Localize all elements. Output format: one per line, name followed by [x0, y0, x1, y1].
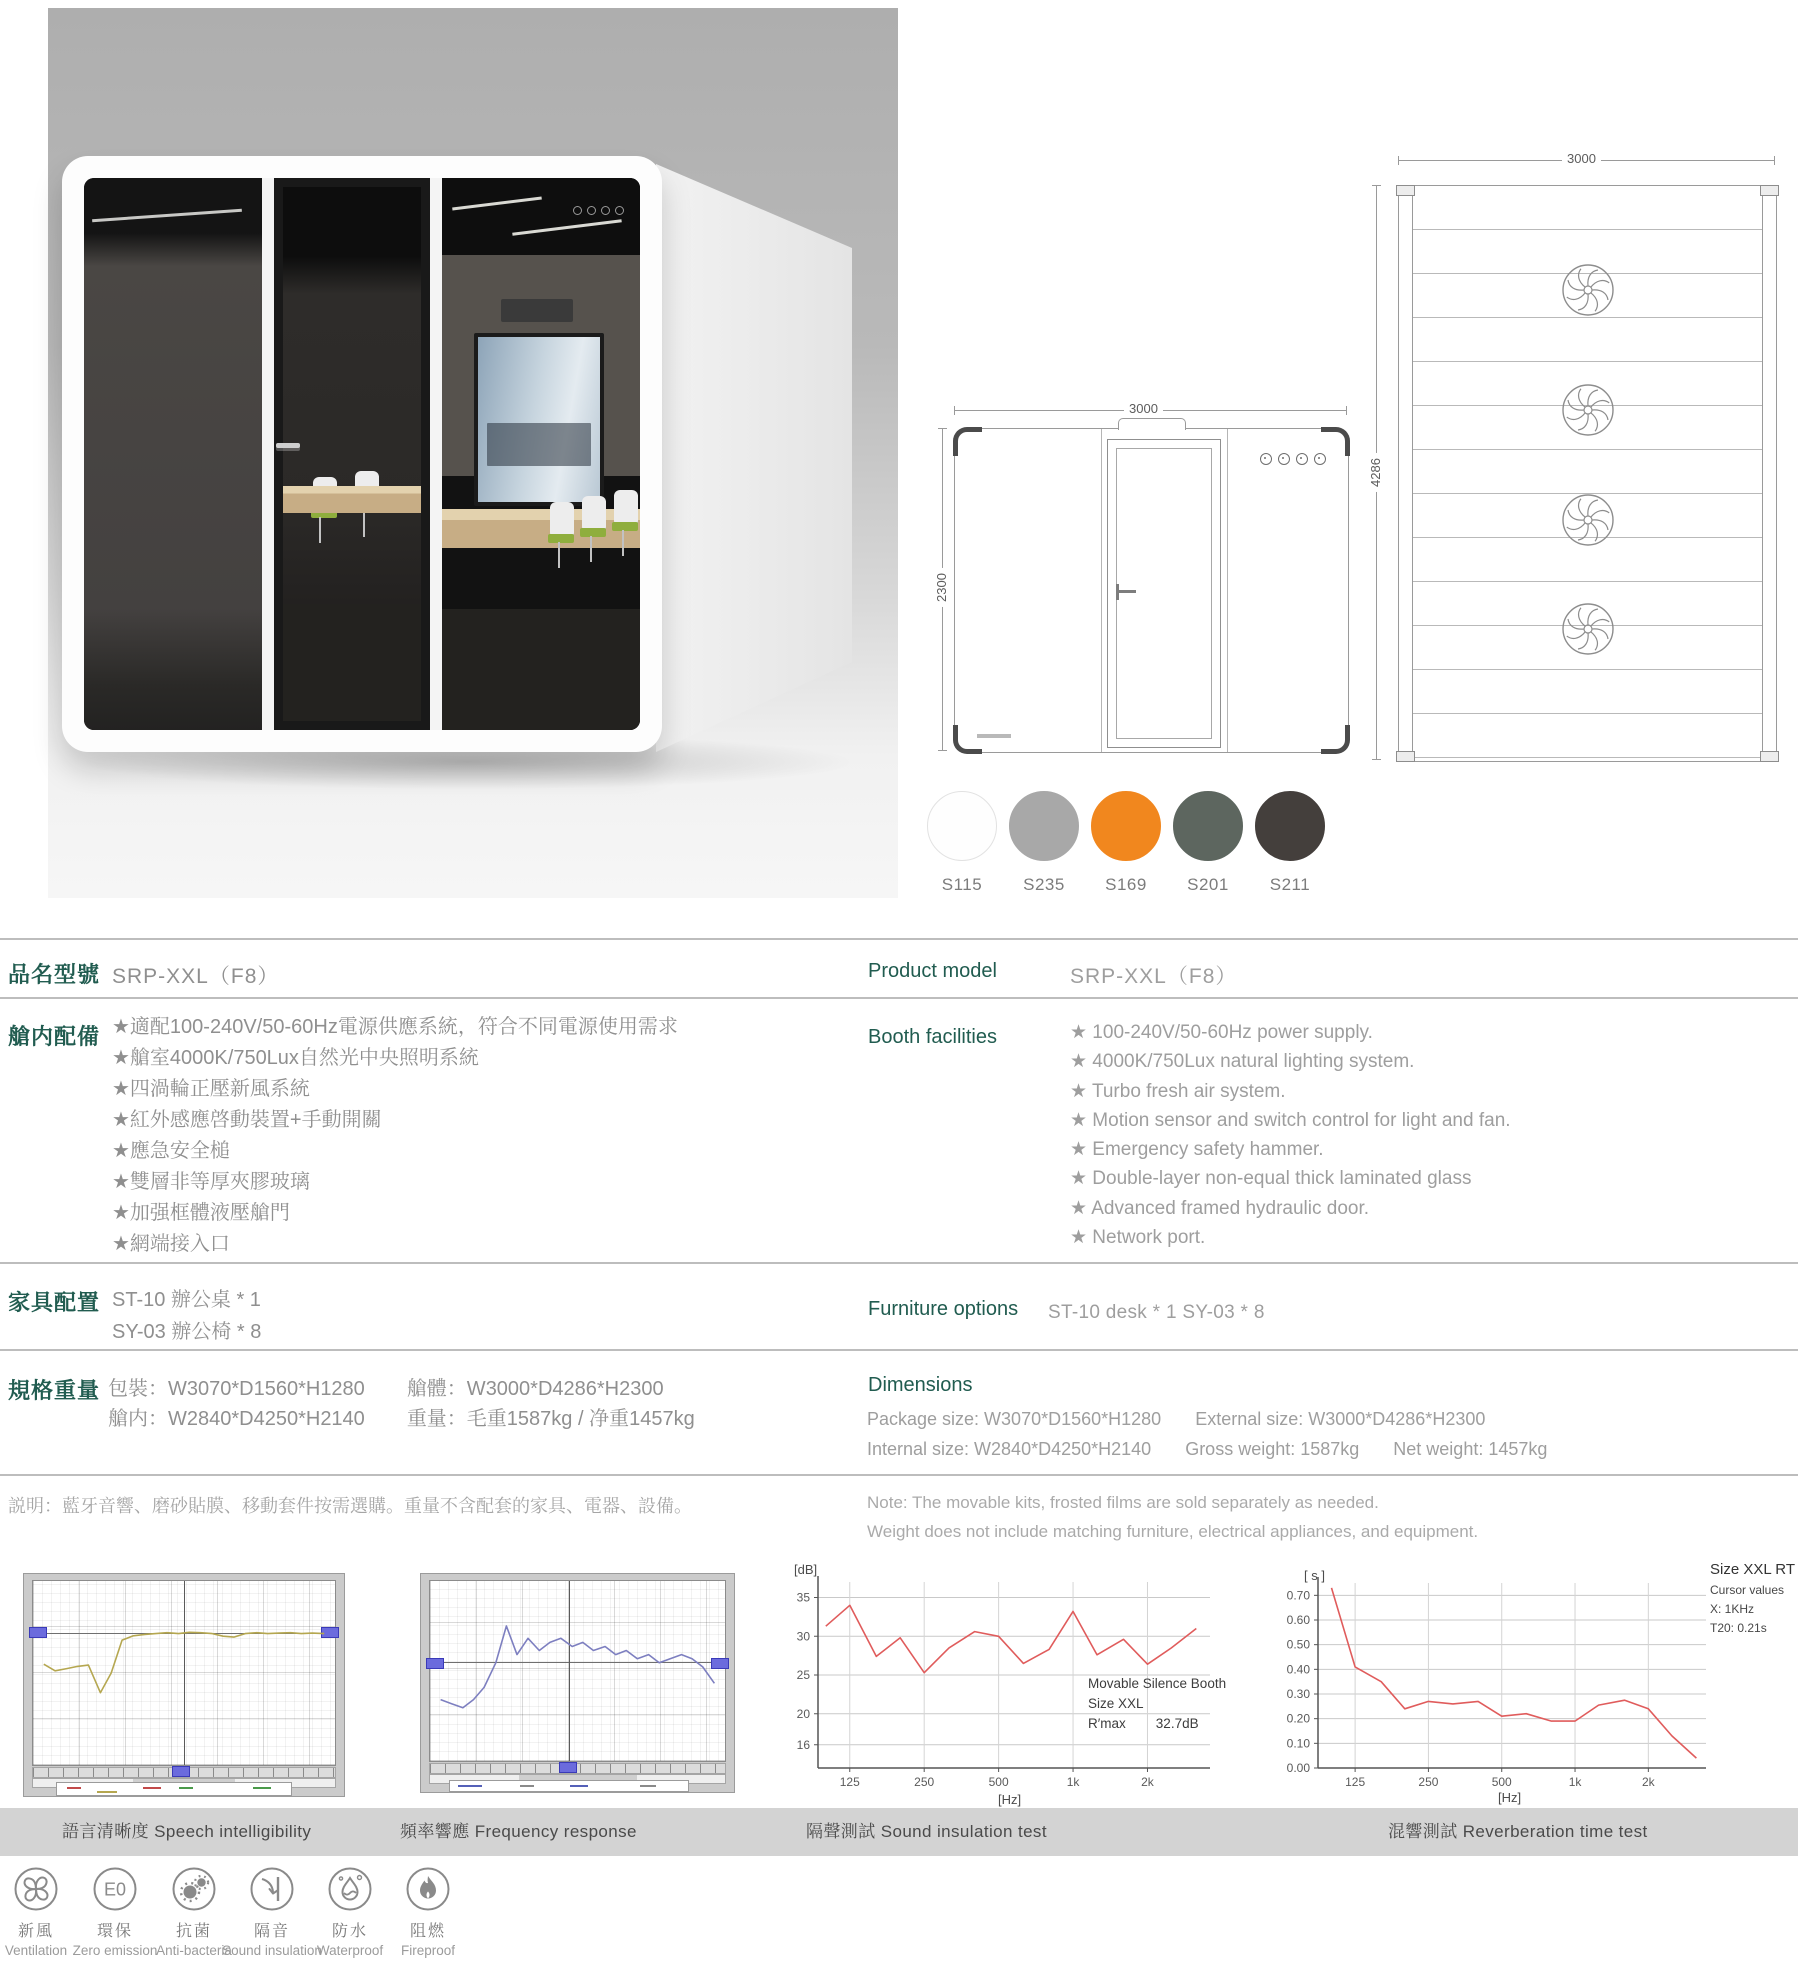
- reverberation-plot: [1286, 1583, 1706, 1789]
- facilities-list-en: [1070, 1018, 1511, 1252]
- badge-label-zh: 環保: [96, 1923, 133, 1940]
- furniture-label-en: Furniture options: [868, 1298, 1019, 1320]
- e0-icon: [92, 1866, 138, 1912]
- svg-text:1k: 1k: [1568, 1775, 1582, 1789]
- chair: [550, 502, 574, 536]
- meeting-table: [442, 509, 640, 548]
- fan-icon: [1560, 492, 1616, 548]
- fan-icon: [1560, 262, 1616, 318]
- furniture-value-en: ST-10 desk * 1 SY-03 * 8: [1048, 1302, 1265, 1323]
- svg-text:35: 35: [796, 1590, 810, 1605]
- svg-text:2k: 2k: [1141, 1775, 1154, 1789]
- sound-insulation-chart: [786, 1556, 1236, 1806]
- facilities-label-zh: 艙内配備: [8, 1024, 101, 1049]
- control-panel-icons: [573, 206, 624, 215]
- dimension-label-width: 3000: [1562, 151, 1601, 166]
- swatch-label: S201: [1187, 875, 1229, 894]
- speech-intelligibility-chart: [23, 1573, 345, 1797]
- side-rail: [1398, 186, 1413, 761]
- divider: [0, 938, 1798, 940]
- dimension-label-width: 3000: [1124, 401, 1163, 416]
- svg-text:0.50: 0.50: [1286, 1637, 1310, 1652]
- svg-text:0.30: 0.30: [1286, 1687, 1310, 1701]
- control-icons-mark: [1260, 453, 1326, 465]
- speech-curve: [33, 1581, 335, 1765]
- facility-item: ★ Advanced framed hydraulic door.: [1070, 1197, 1370, 1219]
- dimensions-rows-en: Package size: W3070*D1560*H1280 External size: W3000*D4286*H2300 Internal size: W2840*D4250*H2140 Gross weight: 1587kg Net weight: 1457kg: [867, 1409, 1548, 1459]
- side-rail: [1762, 186, 1777, 761]
- dimensions-label-zh: 規格重量: [8, 1378, 101, 1403]
- badge-label-zh: 新風: [17, 1923, 54, 1940]
- note-zh: 説明：藍牙音響、磨砂貼膜、移動套件按需選購。重量不含配套的家具、電器、設備。: [8, 1496, 692, 1516]
- y-axis-unit: [ s ]: [1304, 1568, 1325, 1583]
- badge-label-en: Sound insulation: [222, 1943, 322, 1958]
- furniture-list-zh: [112, 1284, 261, 1348]
- chart-caption: 混響測試 Reverberation time test: [1388, 1822, 1648, 1841]
- bacteria-icon: [171, 1866, 217, 1912]
- svg-text:2k: 2k: [1641, 1775, 1655, 1789]
- svg-text:0.40: 0.40: [1286, 1662, 1310, 1677]
- fireproof-icon: [405, 1866, 451, 1912]
- badge-label-zh: 防水: [331, 1923, 368, 1940]
- swatch-label: S169: [1105, 875, 1147, 894]
- facility-item: ★四渦輪正壓新風系統: [112, 1078, 310, 1100]
- chart-caption-band: [0, 1808, 1798, 1856]
- chart-legend: Size XXL RT Cursor values X: 1KHz T20: 0.21s: [1710, 1561, 1796, 1635]
- x-axis-unit: [Hz]: [998, 1792, 1022, 1807]
- svg-text:500: 500: [988, 1775, 1009, 1789]
- swatch-s115: [927, 791, 997, 895]
- swatch-s235: [1009, 791, 1079, 895]
- facility-item: ★ Turbo fresh air system.: [1070, 1080, 1286, 1102]
- facilities-list-zh: [112, 1012, 678, 1260]
- dimensions-row2-zh: 艙内：W2840*D4250*H2140 重量：毛重1587kg / 净重1457kg: [108, 1408, 695, 1430]
- brand-mark: [977, 734, 1011, 738]
- waterproof-icon: [327, 1866, 373, 1912]
- dimensions-label-en: Dimensions: [868, 1374, 973, 1396]
- facility-item: ★ Motion sensor and switch control for light and fan.: [1070, 1109, 1511, 1131]
- chart-caption: 頻率響應 Frequency response: [400, 1822, 637, 1841]
- badge-label-zh: 抗菌: [175, 1923, 212, 1940]
- furniture-label-zh: 家具配置: [8, 1290, 101, 1315]
- note-en: Note: The movable kits, frosted films are sold separately as needed. Weight does not include matching furniture, electrical appliances, and equipment.: [867, 1493, 1479, 1541]
- facility-item: ★網端接入口: [112, 1233, 230, 1255]
- booth-side-wall: [656, 158, 852, 758]
- sound-insulation-icon: [249, 1866, 295, 1912]
- svg-text:20: 20: [796, 1706, 810, 1721]
- fan-icon: [1560, 382, 1616, 438]
- facility-item: ★ 100-240V/50-60Hz power supply.: [1070, 1022, 1373, 1043]
- chart-caption: 隔聲測試 Sound insulation test: [806, 1822, 1047, 1841]
- badge-label-en: Anti-bacteria: [156, 1943, 232, 1958]
- model-value-en: SRP-XXL（F8）: [1070, 965, 1238, 988]
- facility-item: ★應急安全槌: [112, 1140, 230, 1162]
- swatch-circle: [1255, 791, 1325, 861]
- facility-item: ★ Emergency safety hammer.: [1070, 1139, 1324, 1161]
- badge-fireproof: [368, 1866, 488, 1958]
- svg-text:0.60: 0.60: [1286, 1613, 1310, 1627]
- chair: [582, 496, 606, 530]
- model-label-zh: 品名型號: [8, 962, 101, 987]
- badge-label-en: Zero emission: [72, 1943, 158, 1958]
- svg-text:25: 25: [796, 1668, 810, 1682]
- booth-ceiling: [442, 178, 640, 255]
- tv-screen: [474, 333, 605, 507]
- model-value-zh: SRP-XXL（F8）: [112, 965, 280, 988]
- facility-item: ★艙室4000K/750Lux自然光中央照明系統: [112, 1047, 479, 1069]
- booth-outline: [954, 428, 1349, 753]
- swatch-circle: [927, 791, 997, 861]
- badge-label-en: Ventilation: [4, 1943, 68, 1958]
- divider: [0, 1474, 1798, 1476]
- svg-text:16: 16: [796, 1737, 810, 1752]
- top-view-drawing: [1362, 140, 1798, 782]
- video-soundbar: [501, 299, 572, 321]
- door-handle: [276, 443, 300, 448]
- product-photo: [48, 8, 898, 898]
- booth-felt-panel: [84, 178, 262, 730]
- chart-annotation: Movable Silence Booth Size XXL R′max 32.7dB: [1088, 1676, 1227, 1731]
- svg-text:125: 125: [1345, 1775, 1366, 1789]
- svg-text:E0: E0: [103, 1879, 127, 1900]
- facility-item: ★紅外感應啓動裝置+手動開關: [112, 1109, 382, 1131]
- legend: [56, 1782, 292, 1796]
- badge-label-en: Waterproof: [316, 1943, 384, 1958]
- swatch-circle: [1009, 791, 1079, 861]
- model-label-en: Product model: [868, 960, 997, 982]
- swatch-s169: [1091, 791, 1161, 895]
- divider: [0, 1349, 1798, 1351]
- swatch-label: S235: [1023, 875, 1065, 894]
- svg-text:125: 125: [839, 1775, 860, 1789]
- furniture-item: ST-10 辦公桌 * 1: [112, 1289, 261, 1311]
- roof-handle: [1118, 418, 1186, 430]
- reverberation-chart: [1286, 1556, 1798, 1808]
- facility-item: ★雙層非等厚夾膠玻璃: [112, 1171, 310, 1193]
- badge-label-zh: 隔音: [253, 1923, 290, 1940]
- door-outline: [1107, 439, 1221, 748]
- chair: [614, 490, 638, 524]
- svg-text:1k: 1k: [1066, 1775, 1080, 1789]
- y-axis-unit: [dB]: [794, 1562, 818, 1577]
- roof-outline: [1398, 185, 1777, 762]
- svg-text:250: 250: [914, 1775, 935, 1789]
- svg-text:30: 30: [796, 1629, 810, 1644]
- fan-icon: [13, 1866, 59, 1912]
- door-handle-mark: [1116, 590, 1136, 593]
- table-edge: [283, 486, 421, 513]
- facility-item: ★適配100-240V/50-60Hz電源供應系統，符合不同電源使用需求: [112, 1016, 678, 1038]
- svg-text:250: 250: [1418, 1775, 1439, 1789]
- swatch-circle: [1173, 791, 1243, 861]
- legend: [449, 1780, 689, 1792]
- badge-label-en: Fireproof: [400, 1943, 456, 1958]
- swatch-label: S211: [1269, 875, 1311, 894]
- facility-item: ★ Network port.: [1070, 1227, 1206, 1249]
- divider: [0, 997, 1798, 999]
- svg-text:0.70: 0.70: [1286, 1588, 1310, 1603]
- frequency-response-chart: [420, 1573, 735, 1793]
- color-swatches: [927, 791, 1325, 895]
- x-axis-unit: [Hz]: [1498, 1790, 1522, 1805]
- swatch-s201: [1173, 791, 1243, 895]
- swatch-s211: [1255, 791, 1325, 895]
- facility-item: ★加强框體液壓艙門: [112, 1202, 290, 1224]
- dimension-label-height: 2300: [934, 568, 949, 607]
- fan-icon: [1560, 601, 1616, 657]
- booth-door: [274, 178, 430, 730]
- svg-text:0.20: 0.20: [1286, 1711, 1310, 1726]
- divider: [0, 1262, 1798, 1264]
- svg-text:0.00: 0.00: [1286, 1761, 1310, 1775]
- swatch-circle: [1091, 791, 1161, 861]
- svg-text:500: 500: [1491, 1775, 1512, 1789]
- svg-text:0.10: 0.10: [1286, 1736, 1310, 1751]
- facility-item: ★ 4000K/750Lux natural lighting system.: [1070, 1051, 1415, 1073]
- front-view-drawing: [933, 398, 1362, 770]
- furniture-item: SY-03 辦公椅 * 8: [112, 1321, 262, 1343]
- swatch-label: S115: [941, 875, 983, 894]
- facilities-label-en: Booth facilities: [868, 1026, 997, 1048]
- response-curve: [430, 1581, 725, 1761]
- facility-item: ★ Double-layer non-equal thick laminated glass: [1070, 1168, 1472, 1190]
- dimensions-row1-zh: 包裝：W3070*D1560*H1280 艙體：W3000*D4286*H2300: [108, 1378, 664, 1400]
- booth-glass-panel: [442, 178, 640, 730]
- badge-label-zh: 阻燃: [409, 1923, 446, 1940]
- booth-front-face: [62, 156, 662, 752]
- dimension-label-depth: 4286: [1368, 453, 1383, 492]
- booth-glazing: [84, 178, 640, 730]
- chart-caption: 語言清晰度 Speech intelligibility: [62, 1822, 312, 1841]
